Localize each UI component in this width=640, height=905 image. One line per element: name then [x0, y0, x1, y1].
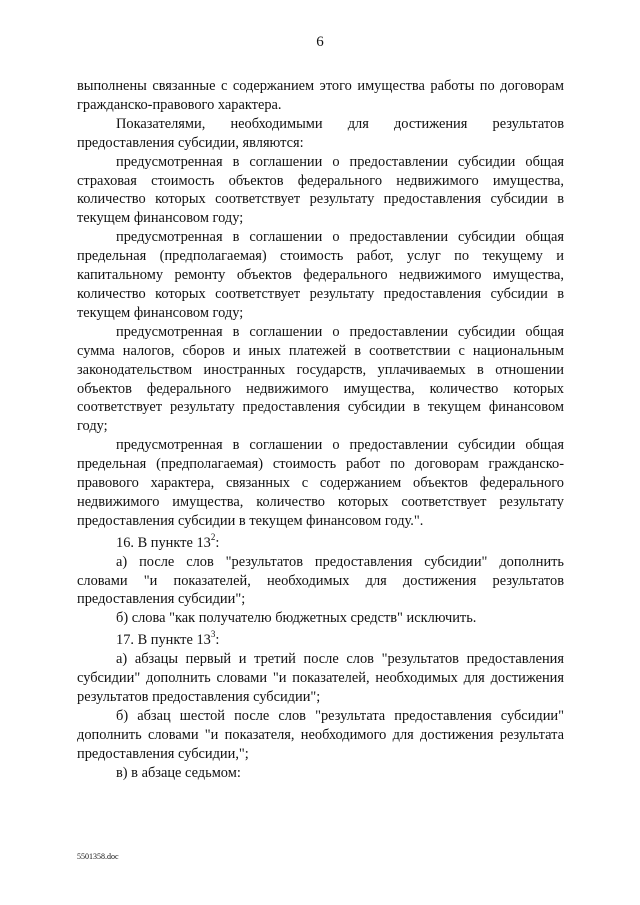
clause-16-heading	[77, 531, 564, 553]
clause-17-superscript: 3	[210, 629, 216, 640]
clause-17-item-b: б) абзац шестой после слов "результата предоставления субсидии" дополнить словами "и показателя, необходимого для достижения результата предоставления субсидии,";	[77, 707, 564, 762]
clause-17-colon: :	[215, 632, 220, 649]
paragraph-taxes: предусмотренная в соглашении о предоставлении субсидии общая сумма налогов, сборов и иных платежей в соответствии с национальным законодательством иностранных государств, уплачиваемых в отношении объектов федерального недвижимого имущества, количество которых соответствует результату предоставления субсидии в текущем финансовом году;	[77, 323, 564, 435]
paragraph-indicators-intro: Показателями, необходимыми для достижения результатов предоставления субсидии, являются:	[77, 115, 564, 151]
clause-17-item-c: в) в абзаце седьмом:	[116, 764, 241, 781]
clause-16-item-a: а) после слов "результатов предоставления субсидии" дополнить словами "и показателей, необходимых для достижения результатов предоставления субсидии";	[77, 553, 564, 608]
file-name-footer: 5501358.doc	[77, 852, 119, 861]
clause-16-colon: :	[215, 534, 220, 551]
paragraph-insurance-value: предусмотренная в соглашении о предоставлении субсидии общая страховая стоимость объектов федерального недвижимого имущества, количество которых соответствует результату предоставления субсидии в текущем финансовом году;	[77, 153, 564, 227]
page-number: 6	[316, 34, 324, 50]
clause-16-item-b: б) слова "как получателю бюджетных средств" исключить.	[116, 610, 477, 627]
paragraph-continuation: выполнены связанные с содержанием этого имущества работы по договорам гражданско-правового характера.	[77, 78, 564, 113]
clause-17-item-a: а) абзацы первый и третий после слов "результатов предоставления субсидии" дополнить словами "и показателей, необходимых для достижения результатов предоставления субсидии";	[77, 651, 564, 705]
document-body	[77, 77, 564, 783]
clause-16-superscript: 2	[210, 531, 216, 542]
clause-17-heading	[77, 631, 564, 650]
clause-17-text: 17. В пункте 13	[116, 632, 211, 649]
paragraph-civil-contracts: предусмотренная в соглашении о предоставлении субсидии общая предельная (предполагаемая) стоимость работ по договорам гражданско-правового характера, связанных с содержанием объектов федерального недвижимого имущества, количество которых соответствует результату предоставления субсидии в текущем финансовом году.".	[77, 437, 564, 529]
clause-16-text: 16. В пункте 13	[116, 534, 211, 551]
paragraph-repair-cost: предусмотренная в соглашении о предоставлении субсидии общая предельная (предполагаемая) стоимость работ, услуг по текущему и капитальному ремонту объектов федерального недвижимого имущества, количество которых соответствует результату предоставления субсидии в текущем финансовом году;	[77, 229, 564, 321]
